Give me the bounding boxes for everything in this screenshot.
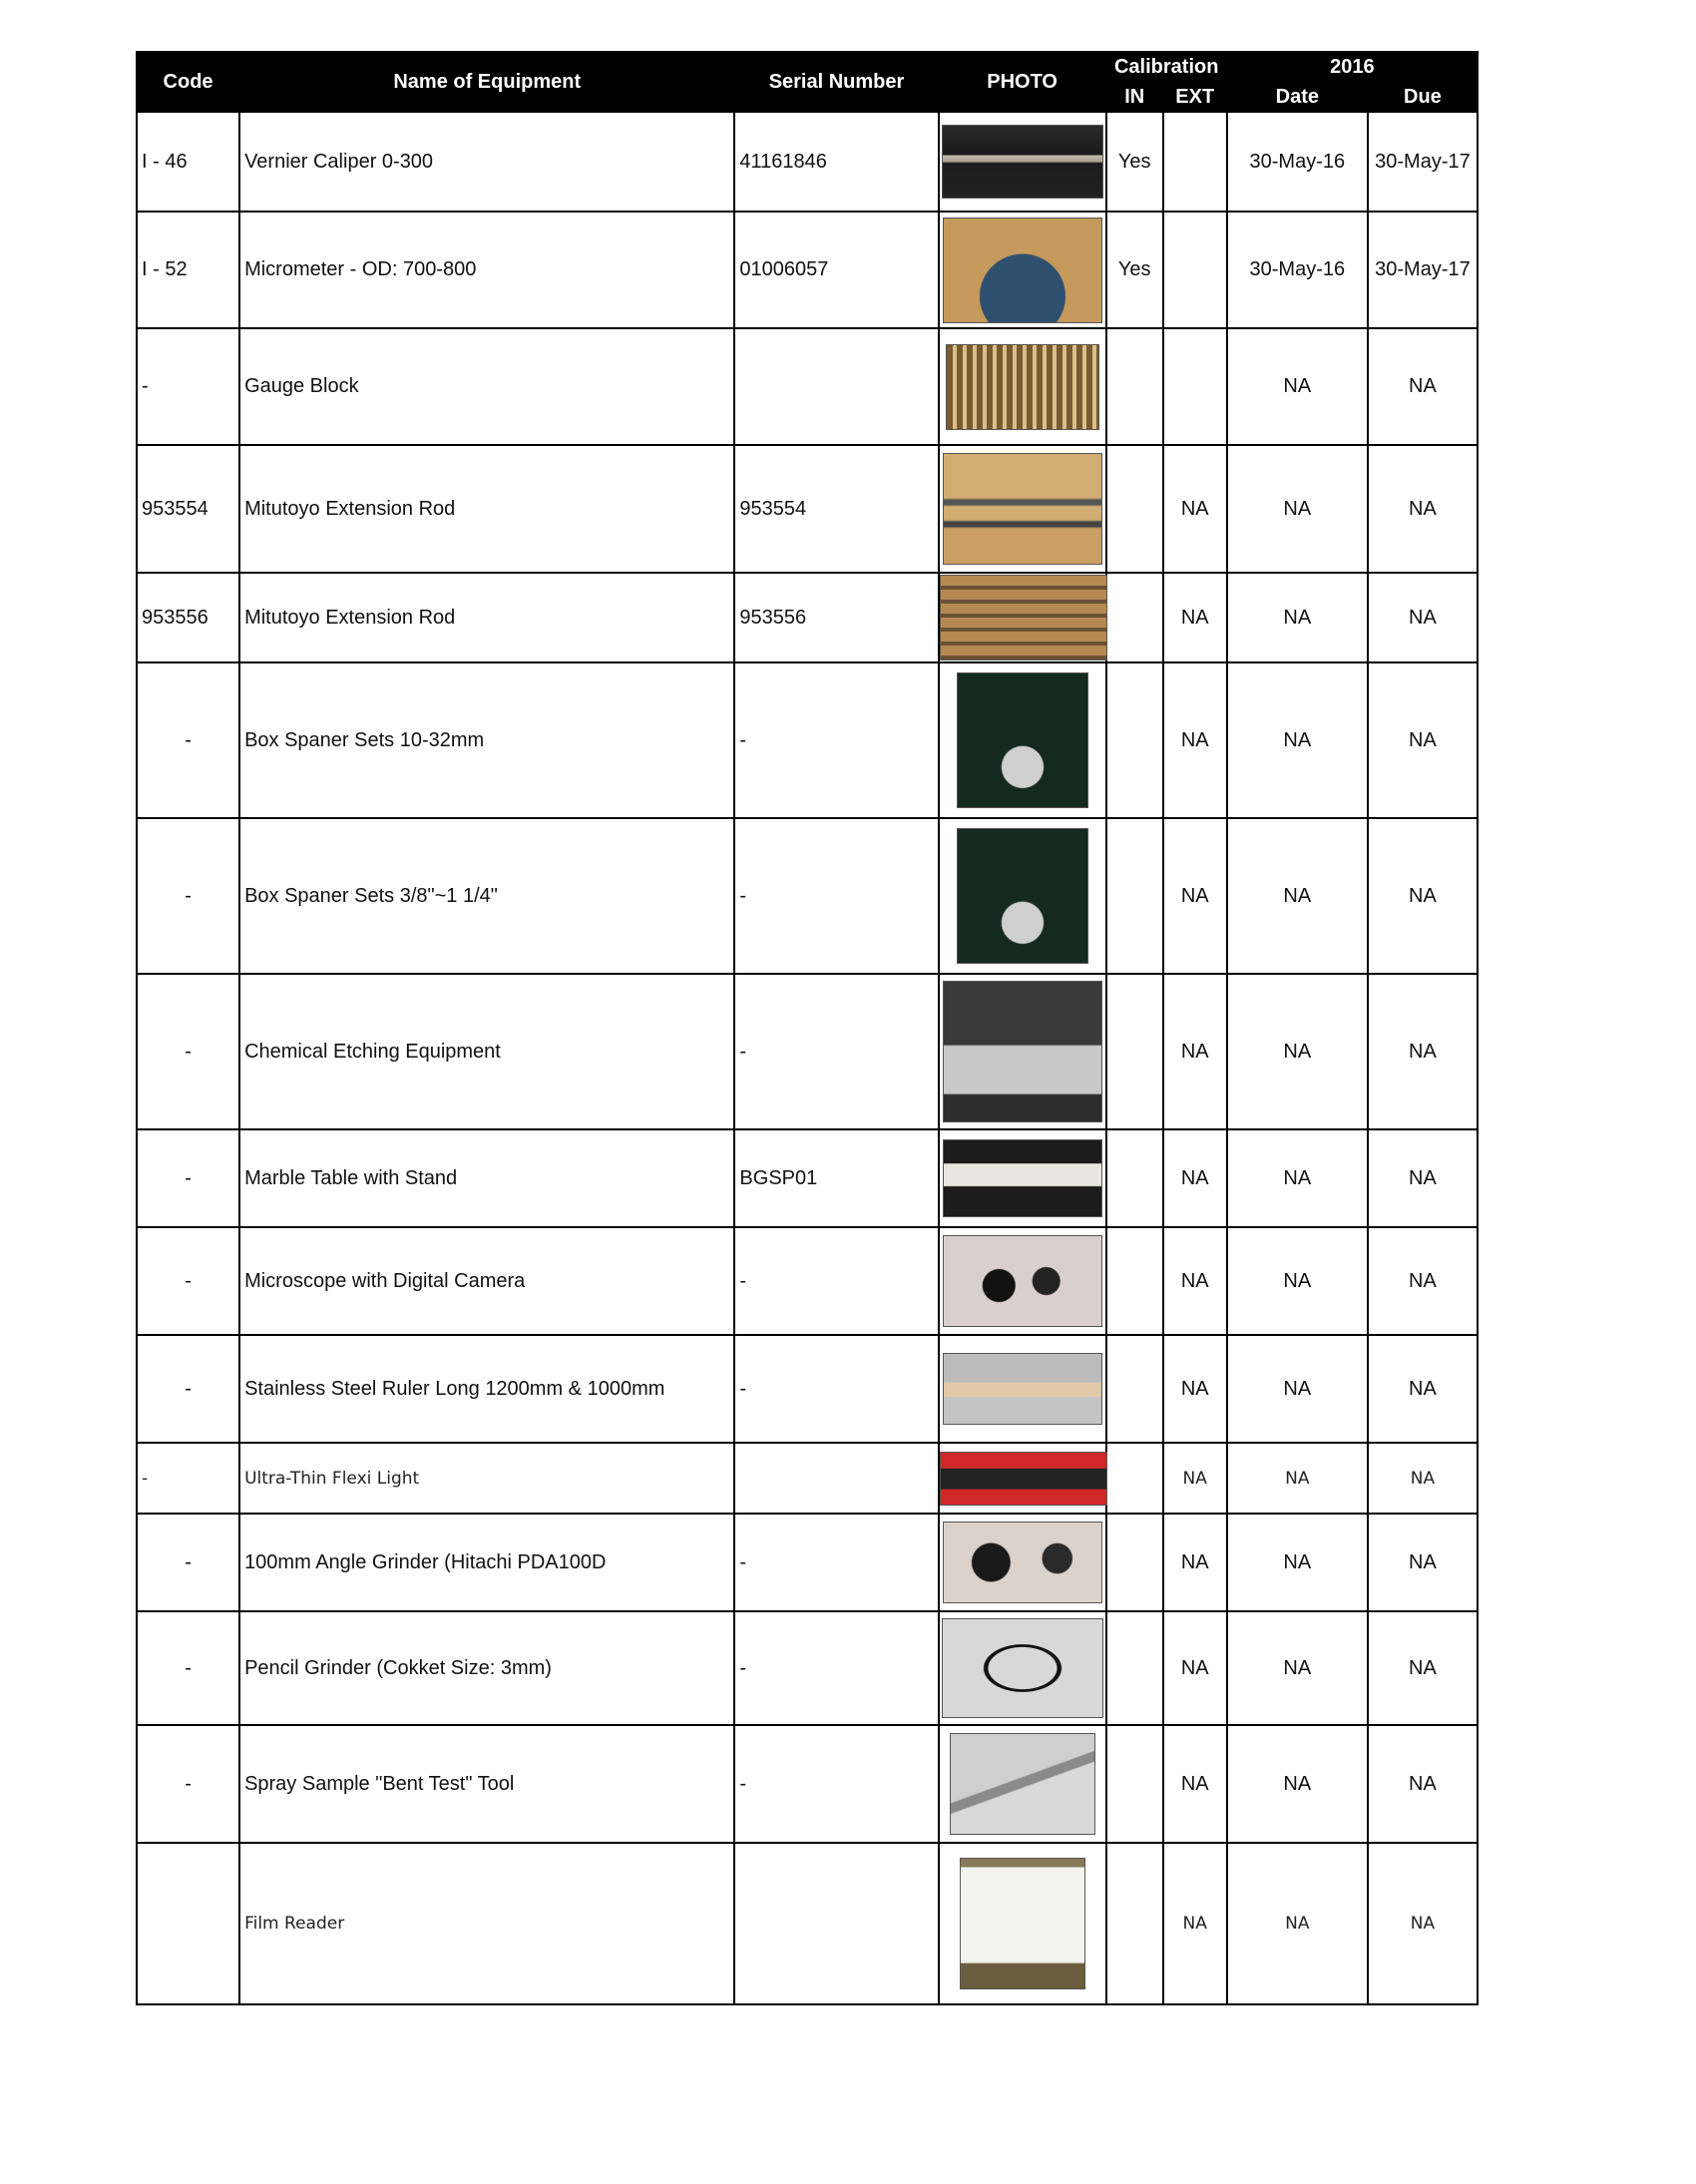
- due-cell: NA: [1368, 1443, 1478, 1514]
- equipment-name-cell: Mitutoyo Extension Rod: [239, 445, 734, 573]
- calibration-ext-cell: NA: [1163, 573, 1227, 662]
- due-cell: NA: [1368, 818, 1478, 974]
- table-row: [137, 818, 1478, 974]
- serial-number-cell: -: [734, 662, 938, 818]
- extension-rod-photo: [943, 453, 1102, 565]
- calibration-in-cell: [1106, 1725, 1163, 1843]
- due-cell: NA: [1368, 1335, 1478, 1443]
- header-photo: PHOTO: [939, 52, 1106, 112]
- calibration-ext-cell: [1163, 328, 1227, 445]
- due-cell: NA: [1368, 328, 1478, 445]
- header-serial: Serial Number: [734, 52, 938, 112]
- table-header: [137, 52, 1478, 112]
- date-cell: NA: [1227, 1443, 1368, 1514]
- equipment-name-cell: Vernier Caliper 0-300: [239, 112, 734, 212]
- calibration-in-cell: [1106, 445, 1163, 573]
- photo-cell: [939, 212, 1106, 328]
- flexi-light-photo: [940, 1452, 1107, 1506]
- code-cell: 953554: [137, 445, 239, 573]
- table-row: [137, 1514, 1478, 1611]
- table-row: [137, 662, 1478, 818]
- header-code: Code: [137, 52, 239, 112]
- angle-grinder-photo: [943, 1522, 1102, 1603]
- equipment-name-cell: Mitutoyo Extension Rod: [239, 573, 734, 662]
- pencil-grinder-photo: [942, 1618, 1103, 1718]
- table-row: [137, 1227, 1478, 1335]
- equipment-name-cell: 100mm Angle Grinder (Hitachi PDA100D: [239, 1514, 734, 1611]
- equipment-name-cell: Ultra-Thin Flexi Light: [239, 1443, 734, 1514]
- equipment-name-cell: Chemical Etching Equipment: [239, 974, 734, 1129]
- serial-number-cell: -: [734, 1611, 938, 1725]
- photo-cell: [939, 1611, 1106, 1725]
- calibration-in-cell: [1106, 1611, 1163, 1725]
- calibration-in-cell: [1106, 974, 1163, 1129]
- date-cell: NA: [1227, 1129, 1368, 1227]
- calibration-ext-cell: NA: [1163, 445, 1227, 573]
- calibration-in-cell: [1106, 1227, 1163, 1335]
- header-date: Date: [1227, 82, 1368, 112]
- due-cell: NA: [1368, 1129, 1478, 1227]
- calibration-in-cell: [1106, 1129, 1163, 1227]
- code-cell: -: [137, 328, 239, 445]
- date-cell: NA: [1227, 1611, 1368, 1725]
- photo-cell: [939, 1725, 1106, 1843]
- spanner-set-photo: [957, 828, 1088, 964]
- due-cell: NA: [1368, 445, 1478, 573]
- calibration-in-cell: [1106, 573, 1163, 662]
- table-row: [137, 1335, 1478, 1443]
- serial-number-cell: 01006057: [734, 212, 938, 328]
- header-in: IN: [1106, 82, 1163, 112]
- date-cell: NA: [1227, 1514, 1368, 1611]
- photo-cell: [939, 974, 1106, 1129]
- equipment-name-cell: Box Spaner Sets 10-32mm: [239, 662, 734, 818]
- calibration-ext-cell: NA: [1163, 1725, 1227, 1843]
- serial-number-cell: 953554: [734, 445, 938, 573]
- due-cell: NA: [1368, 1725, 1478, 1843]
- calibration-ext-cell: NA: [1163, 1514, 1227, 1611]
- extension-rod-photo: [940, 575, 1107, 660]
- due-cell: NA: [1368, 1227, 1478, 1335]
- equipment-table: [136, 51, 1479, 2005]
- code-cell: 953556: [137, 573, 239, 662]
- calibration-in-cell: [1106, 1843, 1163, 2004]
- code-cell: I - 46: [137, 112, 239, 212]
- due-cell: NA: [1368, 573, 1478, 662]
- serial-number-cell: 953556: [734, 573, 938, 662]
- calibration-ext-cell: NA: [1163, 1335, 1227, 1443]
- table-row: [137, 974, 1478, 1129]
- serial-number-cell: -: [734, 1725, 938, 1843]
- calibration-in-cell: [1106, 662, 1163, 818]
- calibration-in-cell: [1106, 1335, 1163, 1443]
- calibration-in-cell: [1106, 1514, 1163, 1611]
- steel-ruler-photo: [943, 1353, 1102, 1425]
- table-row: [137, 573, 1478, 662]
- photo-cell: [939, 1443, 1106, 1514]
- serial-number-cell: -: [734, 1514, 938, 1611]
- photo-cell: [939, 1129, 1106, 1227]
- calibration-ext-cell: [1163, 212, 1227, 328]
- equipment-name-cell: Box Spaner Sets 3/8"~1 1/4": [239, 818, 734, 974]
- photo-cell: [939, 573, 1106, 662]
- date-cell: NA: [1227, 1843, 1368, 2004]
- calibration-ext-cell: NA: [1163, 974, 1227, 1129]
- serial-number-cell: -: [734, 1335, 938, 1443]
- header-name: Name of Equipment: [239, 52, 734, 112]
- equipment-name-cell: Microscope with Digital Camera: [239, 1227, 734, 1335]
- calibration-ext-cell: [1163, 112, 1227, 212]
- date-cell: NA: [1227, 662, 1368, 818]
- photo-cell: [939, 445, 1106, 573]
- marble-table-photo: [943, 1139, 1102, 1217]
- date-cell: NA: [1227, 818, 1368, 974]
- serial-number-cell: BGSP01: [734, 1129, 938, 1227]
- code-cell: -: [137, 818, 239, 974]
- code-cell: -: [137, 1611, 239, 1725]
- calibration-in-cell: [1106, 328, 1163, 445]
- calibration-ext-cell: NA: [1163, 1843, 1227, 2004]
- code-cell: -: [137, 662, 239, 818]
- date-cell: NA: [1227, 328, 1368, 445]
- photo-cell: [939, 1335, 1106, 1443]
- table-row: [137, 1843, 1478, 2004]
- serial-number-cell: -: [734, 1227, 938, 1335]
- due-cell: 30-May-17: [1368, 212, 1478, 328]
- vernier-caliper-photo: [942, 125, 1103, 199]
- calibration-ext-cell: NA: [1163, 1129, 1227, 1227]
- calibration-in-cell: Yes: [1106, 112, 1163, 212]
- film-reader-photo: [960, 1858, 1085, 1989]
- due-cell: NA: [1368, 662, 1478, 818]
- table-row: [137, 112, 1478, 212]
- table-body: [137, 112, 1478, 2004]
- equipment-name-cell: Stainless Steel Ruler Long 1200mm & 1000mm: [239, 1335, 734, 1443]
- photo-cell: [939, 1514, 1106, 1611]
- table-row: [137, 328, 1478, 445]
- equipment-name-cell: Pencil Grinder (Cokket Size: 3mm): [239, 1611, 734, 1725]
- bent-test-tool-photo: [950, 1733, 1095, 1835]
- due-cell: NA: [1368, 1514, 1478, 1611]
- code-cell: -: [137, 1335, 239, 1443]
- equipment-name-cell: Gauge Block: [239, 328, 734, 445]
- calibration-in-cell: [1106, 1443, 1163, 1514]
- microscope-photo: [943, 1235, 1102, 1327]
- equipment-name-cell: Film Reader: [239, 1843, 734, 2004]
- table-row: [137, 1725, 1478, 1843]
- calibration-ext-cell: NA: [1163, 818, 1227, 974]
- date-cell: NA: [1227, 445, 1368, 573]
- due-cell: NA: [1368, 974, 1478, 1129]
- table-row: [137, 1129, 1478, 1227]
- equipment-name-cell: Spray Sample "Bent Test" Tool: [239, 1725, 734, 1843]
- calibration-ext-cell: NA: [1163, 1227, 1227, 1335]
- serial-number-cell: [734, 1443, 938, 1514]
- date-cell: NA: [1227, 1725, 1368, 1843]
- photo-cell: [939, 328, 1106, 445]
- header-ext: EXT: [1163, 82, 1227, 112]
- code-cell: -: [137, 1514, 239, 1611]
- code-cell: -: [137, 1227, 239, 1335]
- date-cell: 30-May-16: [1227, 112, 1368, 212]
- header-calibration: Calibration: [1106, 52, 1227, 82]
- photo-cell: [939, 662, 1106, 818]
- date-cell: NA: [1227, 1335, 1368, 1443]
- header-year: 2016: [1227, 52, 1478, 82]
- photo-cell: [939, 1227, 1106, 1335]
- date-cell: NA: [1227, 974, 1368, 1129]
- header-due: Due: [1368, 82, 1478, 112]
- code-cell: -: [137, 1129, 239, 1227]
- calibration-in-cell: [1106, 818, 1163, 974]
- date-cell: 30-May-16: [1227, 212, 1368, 328]
- photo-cell: [939, 1843, 1106, 2004]
- calibration-ext-cell: NA: [1163, 662, 1227, 818]
- spanner-set-photo: [957, 672, 1088, 808]
- date-cell: NA: [1227, 573, 1368, 662]
- equipment-name-cell: Micrometer - OD: 700-800: [239, 212, 734, 328]
- code-cell: -: [137, 1725, 239, 1843]
- calibration-ext-cell: NA: [1163, 1611, 1227, 1725]
- code-cell: -: [137, 1443, 239, 1514]
- due-cell: NA: [1368, 1843, 1478, 2004]
- calibration-ext-cell: NA: [1163, 1443, 1227, 1514]
- code-cell: I - 52: [137, 212, 239, 328]
- serial-number-cell: -: [734, 974, 938, 1129]
- due-cell: 30-May-17: [1368, 112, 1478, 212]
- gauge-block-photo: [946, 344, 1099, 430]
- code-cell: [137, 1843, 239, 2004]
- photo-cell: [939, 112, 1106, 212]
- serial-number-cell: -: [734, 818, 938, 974]
- photo-cell: [939, 818, 1106, 974]
- table-row: [137, 445, 1478, 573]
- equipment-name-cell: Marble Table with Stand: [239, 1129, 734, 1227]
- code-cell: -: [137, 974, 239, 1129]
- serial-number-cell: 41161846: [734, 112, 938, 212]
- table-row: [137, 1611, 1478, 1725]
- micrometer-photo: [943, 218, 1102, 323]
- etching-equipment-photo: [943, 981, 1102, 1122]
- date-cell: NA: [1227, 1227, 1368, 1335]
- table-row: [137, 1443, 1478, 1514]
- table-row: [137, 212, 1478, 328]
- calibration-in-cell: Yes: [1106, 212, 1163, 328]
- serial-number-cell: [734, 1843, 938, 2004]
- due-cell: NA: [1368, 1611, 1478, 1725]
- serial-number-cell: [734, 328, 938, 445]
